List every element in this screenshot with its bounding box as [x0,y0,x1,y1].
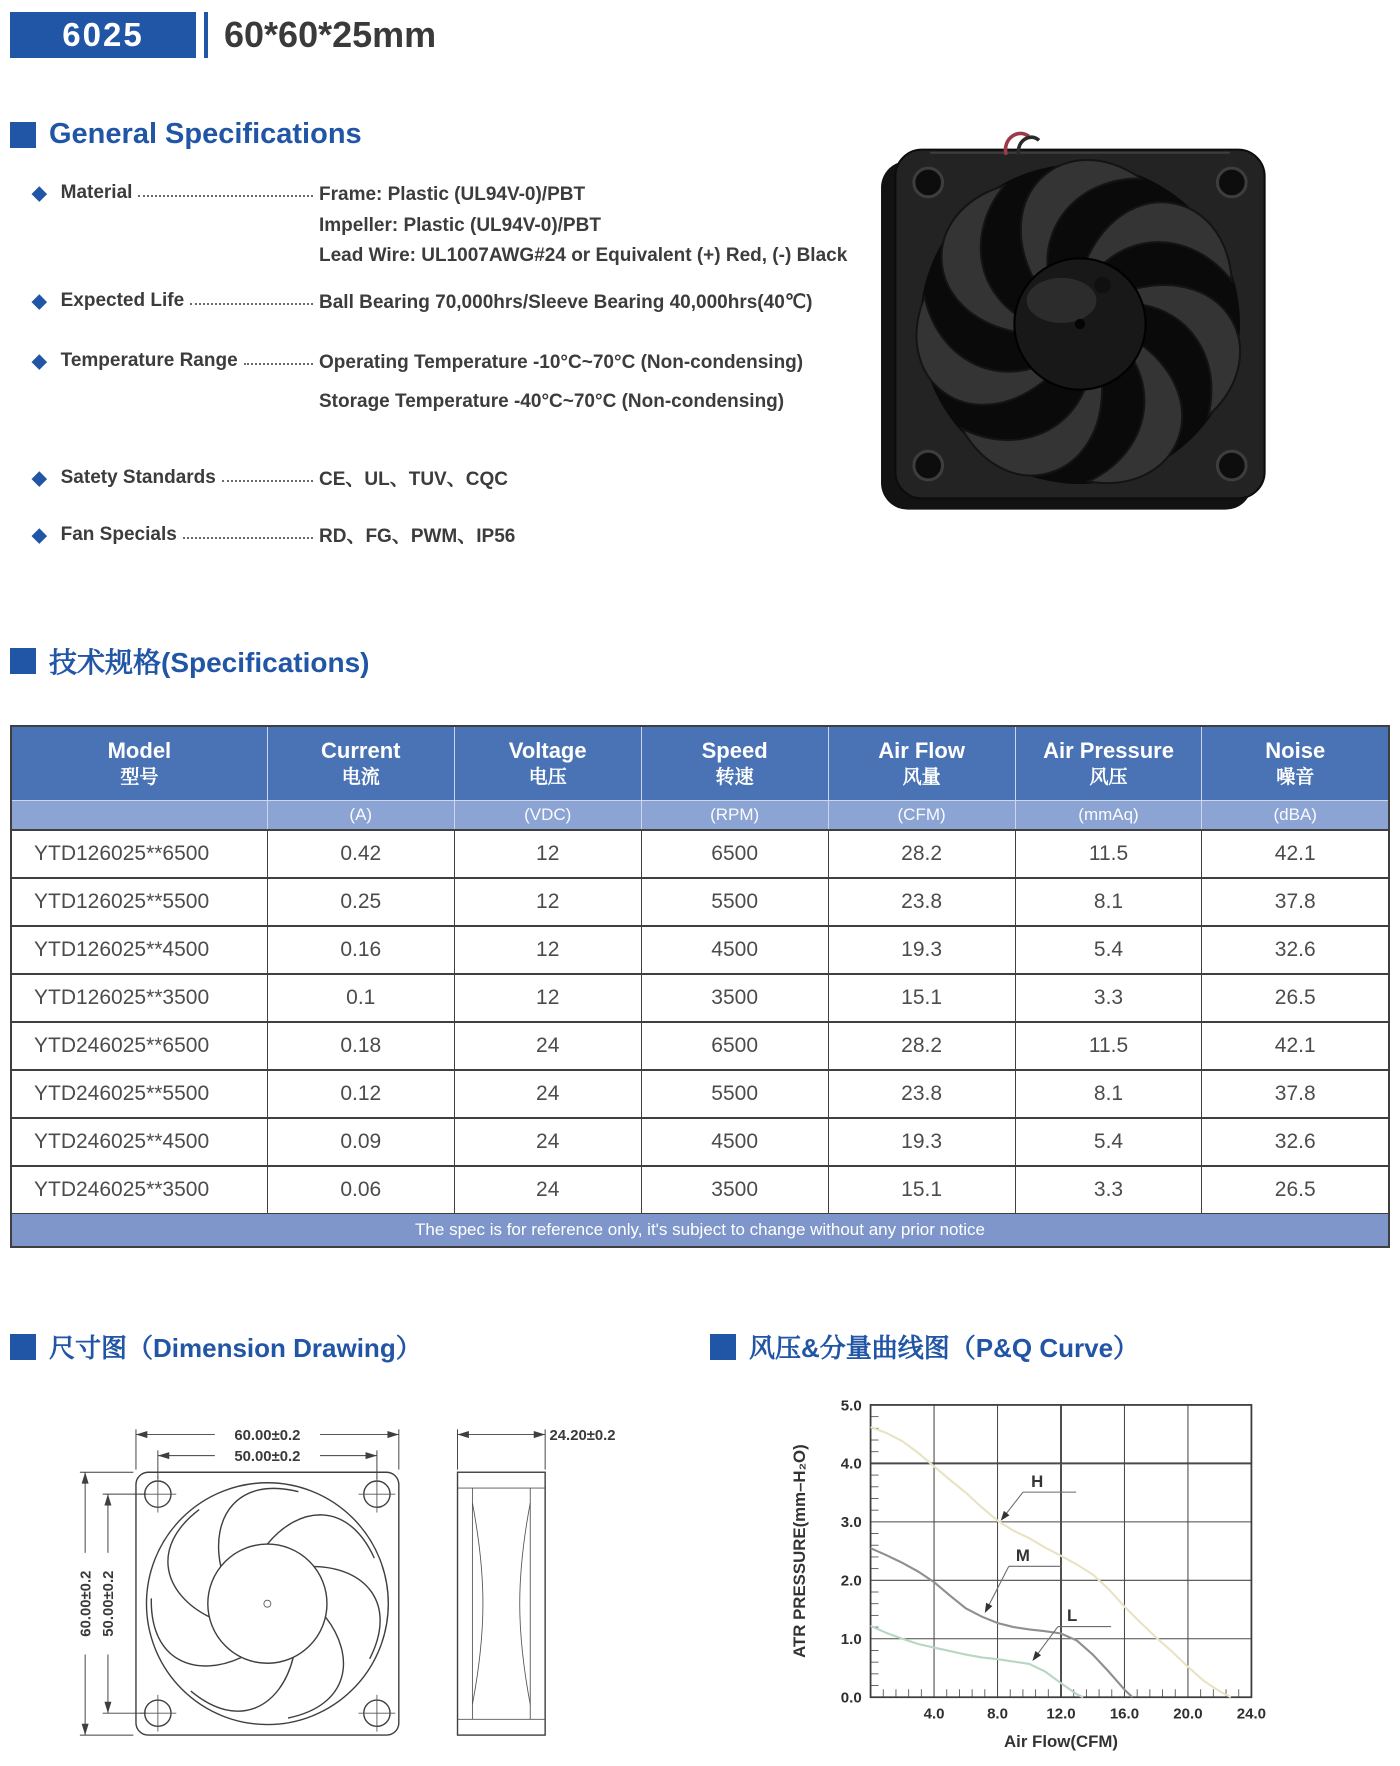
diamond-bullet-icon: ◆ [32,351,47,372]
series-M [871,1549,1133,1698]
spec-value-line: Frame: Plastic (UL94V-0)/PBT [319,184,586,205]
mounting-holes [139,1476,395,1732]
cell-pressure: 3.3 [1015,974,1202,1022]
cell-airflow: 28.2 [828,1022,1015,1070]
cell-model: YTD246025**3500 [11,1166,267,1214]
cell-pressure: 8.1 [1015,1070,1202,1118]
cell-pressure: 8.1 [1015,878,1202,926]
hub-highlight [1027,278,1097,323]
table-row [11,926,1389,974]
cell-airflow: 15.1 [828,1166,1015,1214]
table-header-row [11,726,1389,801]
cell-voltage: 12 [454,830,641,878]
specifications-heading [10,641,1400,681]
dotted-leader [138,181,313,197]
column-header: Noise 噪音 [1202,726,1389,801]
cell-speed: 6500 [641,1022,828,1070]
cell-voltage: 12 [454,878,641,926]
cell-voltage: 12 [454,926,641,974]
column-unit: (A) [267,801,454,831]
spec-value-line: Impeller: Plastic (UL94V-0)/PBT [319,214,601,236]
pq-curve-chart [710,1389,1350,1761]
spec-label: Temperature Range [60,350,238,371]
curve-label-H: H [1031,1472,1044,1492]
series-L [871,1626,1084,1697]
cell-airflow: 15.1 [828,974,1015,1022]
venturi-circle [146,1483,388,1725]
svg-text:3.0: 3.0 [840,1514,862,1532]
spec-value-line: CE、UL、TUV、CQC [319,469,508,490]
mounting-hole [1217,168,1246,197]
cell-model: YTD246025**5500 [11,1070,267,1118]
spec-item-safety-standards [32,466,867,497]
table-row [11,1070,1389,1118]
svg-text:24.0: 24.0 [1236,1705,1267,1723]
cell-model: YTD126025**6500 [11,830,267,878]
cell-current: 0.09 [267,1118,454,1166]
cell-voltage: 24 [454,1166,641,1214]
page-header [10,12,1400,58]
spec-value-line: Storage Temperature -40°C~70°C (Non-condensing) [319,390,785,412]
cell-pressure: 3.3 [1015,1166,1202,1214]
column-unit: (dBA) [1202,801,1389,831]
table-units-row [11,801,1389,831]
spec-item-expected-life [32,289,867,320]
cell-noise: 42.1 [1202,830,1389,878]
column-header: Model 型号 [11,726,267,801]
cell-noise: 26.5 [1202,1166,1389,1214]
cell-pressure: 5.4 [1015,1118,1202,1166]
diamond-bullet-icon: ◆ [32,524,47,546]
fan-product-photo [860,124,1300,524]
curve-label-L: L [1066,1606,1078,1626]
cell-airflow: 28.2 [828,830,1015,878]
cell-noise: 32.6 [1202,926,1389,974]
cell-model: YTD246025**4500 [11,1118,267,1166]
spec-value-line: Operating Temperature -10°C~70°C (Non-condensing) [319,352,804,373]
curve-label-M: M [1015,1546,1030,1566]
cell-speed: 5500 [641,878,828,926]
spec-label: Expected Life [60,289,185,311]
cell-model: YTD126025**5500 [11,878,267,926]
cell-airflow: 19.3 [828,1118,1015,1166]
column-unit [11,801,267,831]
dimension-title: 尺寸图（Dimension Drawing） [49,1333,422,1364]
section-square-icon [10,1334,36,1360]
impeller-blades [133,1465,404,1730]
cell-current: 0.1 [267,974,454,1022]
diamond-bullet-icon: ◆ [32,290,47,312]
dim-depth: 24.20±0.2 [549,1428,616,1445]
table-footnote-row [11,1214,1389,1248]
dim-height-holes-group [99,1495,146,1714]
column-header: Current 电流 [267,726,454,801]
dim-width-outer: 60.00±0.2 [234,1428,301,1445]
cell-current: 0.16 [267,926,454,974]
cell-noise: 37.8 [1202,1070,1389,1118]
column-header: Air Pressure 风压 [1015,726,1202,801]
hub-circle [208,1544,327,1663]
spec-item-fan-specials [32,523,867,554]
cell-speed: 4500 [641,926,828,974]
cell-airflow: 19.3 [828,926,1015,974]
specifications-table [10,725,1390,1248]
cell-noise: 42.1 [1202,1022,1389,1070]
mounting-hole [914,451,943,480]
section-square-icon [10,648,36,674]
diamond-bullet-icon: ◆ [32,183,47,204]
dotted-leader [190,289,313,305]
general-specifications-title: General Specifications [49,118,362,150]
cell-model: YTD126025**4500 [11,926,267,974]
dotted-leader [183,523,313,539]
cell-speed: 5500 [641,1070,828,1118]
cell-voltage: 12 [454,974,641,1022]
column-unit: (VDC) [454,801,641,831]
x-axis-title: Air Flow(CFM) [1004,1732,1118,1752]
column-unit: (CFM) [828,801,1015,831]
section-square-icon [710,1334,736,1360]
cell-airflow: 23.8 [828,1070,1015,1118]
spec-label: Satety Standards [60,467,216,488]
svg-text:0.0: 0.0 [840,1689,862,1707]
column-unit: (mmAq) [1015,801,1202,831]
svg-text:4.0: 4.0 [840,1456,862,1474]
cell-model: YTD126025**3500 [11,974,267,1022]
dim-width-holes: 50.00±0.2 [234,1449,301,1466]
specifications-title: 技术规格(Specifications) [49,647,370,678]
cell-pressure: 11.5 [1015,1022,1202,1070]
spec-value-line: Ball Bearing 70,000hrs/Sleeve Bearing 40,000hrs(40℃) [319,291,813,313]
cell-speed: 3500 [641,974,828,1022]
cell-speed: 3500 [641,1166,828,1214]
general-spec-list [32,181,867,553]
side-view [458,1473,546,1736]
column-header: Voltage 电压 [454,726,641,801]
svg-text:2.0: 2.0 [840,1573,862,1591]
column-unit: (RPM) [641,801,828,831]
cell-airflow: 23.8 [828,878,1015,926]
hub-screw [1094,277,1110,293]
svg-text:12.0: 12.0 [1046,1705,1076,1723]
dotted-leader [222,466,313,482]
bottom-section [0,1328,1400,1766]
spec-values [319,466,867,497]
diamond-bullet-icon: ◆ [32,468,47,489]
pq-title: 风压&分量曲线图（P&Q Curve） [749,1333,1140,1364]
cell-speed: 6500 [641,830,828,878]
svg-text:16.0: 16.0 [1109,1705,1140,1723]
table-row [11,878,1389,926]
table-row [11,1022,1389,1070]
dim-height-holes: 50.00±0.2 [101,1571,118,1638]
table-row [11,974,1389,1022]
dimension-heading [10,1328,710,1365]
column-header: Air Flow 风量 [828,726,1015,801]
dimension-section [10,1328,710,1766]
svg-text:8.0: 8.0 [987,1705,1008,1723]
svg-text:20.0: 20.0 [1173,1705,1203,1723]
spec-label: Material [60,182,133,203]
spec-values [319,523,867,554]
table-footnote: The spec is for reference only, it's subject to change without any prior notice [11,1214,1389,1248]
cell-speed: 4500 [641,1118,828,1166]
table-row [11,830,1389,878]
cell-noise: 26.5 [1202,974,1389,1022]
spec-values [319,181,867,273]
cell-noise: 37.8 [1202,878,1389,926]
mounting-hole [914,168,943,197]
pq-heading [710,1328,1390,1365]
svg-text:1.0: 1.0 [840,1631,862,1649]
dim-width-holes-group [158,1447,377,1479]
cell-current: 0.12 [267,1070,454,1118]
pq-curve-section [710,1328,1390,1766]
spec-label: Fan Specials [60,523,177,545]
series-H [871,1428,1231,1698]
dimension-drawing [10,1389,686,1757]
product-size-title: 60*60*25mm [204,12,436,58]
cell-voltage: 24 [454,1070,641,1118]
cell-current: 0.25 [267,878,454,926]
spec-value-line: Lead Wire: UL1007AWG#24 or Equivalent (+) Red, (-) Black [319,245,848,266]
cell-pressure: 5.4 [1015,926,1202,974]
table-row [11,1166,1389,1214]
cell-voltage: 24 [454,1118,641,1166]
cell-current: 0.18 [267,1022,454,1070]
spec-item-material [32,181,867,273]
svg-text:4.0: 4.0 [923,1705,945,1723]
dim-depth-group [458,1428,616,1470]
dotted-leader [244,349,313,365]
spec-item-temperature-range [32,349,867,418]
dim-height-outer: 60.00±0.2 [78,1571,95,1638]
section-square-icon [10,122,36,148]
cell-current: 0.42 [267,830,454,878]
hub-center [264,1601,271,1608]
column-header: Speed 转速 [641,726,828,801]
hub-center-dot [1075,319,1085,329]
spec-value-line: RD、FG、PWM、IP56 [319,525,516,547]
mounting-hole [1217,451,1246,480]
product-code-badge: 6025 [10,12,196,58]
cell-model: YTD246025**6500 [11,1022,267,1070]
y-axis-title: ATR PRESSURE(mm–H₂O) [790,1444,810,1659]
cell-pressure: 11.5 [1015,830,1202,878]
cell-noise: 32.6 [1202,1118,1389,1166]
spec-values [319,349,867,418]
cell-voltage: 24 [454,1022,641,1070]
cell-current: 0.06 [267,1166,454,1214]
svg-text:5.0: 5.0 [840,1397,862,1415]
table-row [11,1118,1389,1166]
spec-values [319,289,867,320]
front-frame [136,1473,399,1736]
